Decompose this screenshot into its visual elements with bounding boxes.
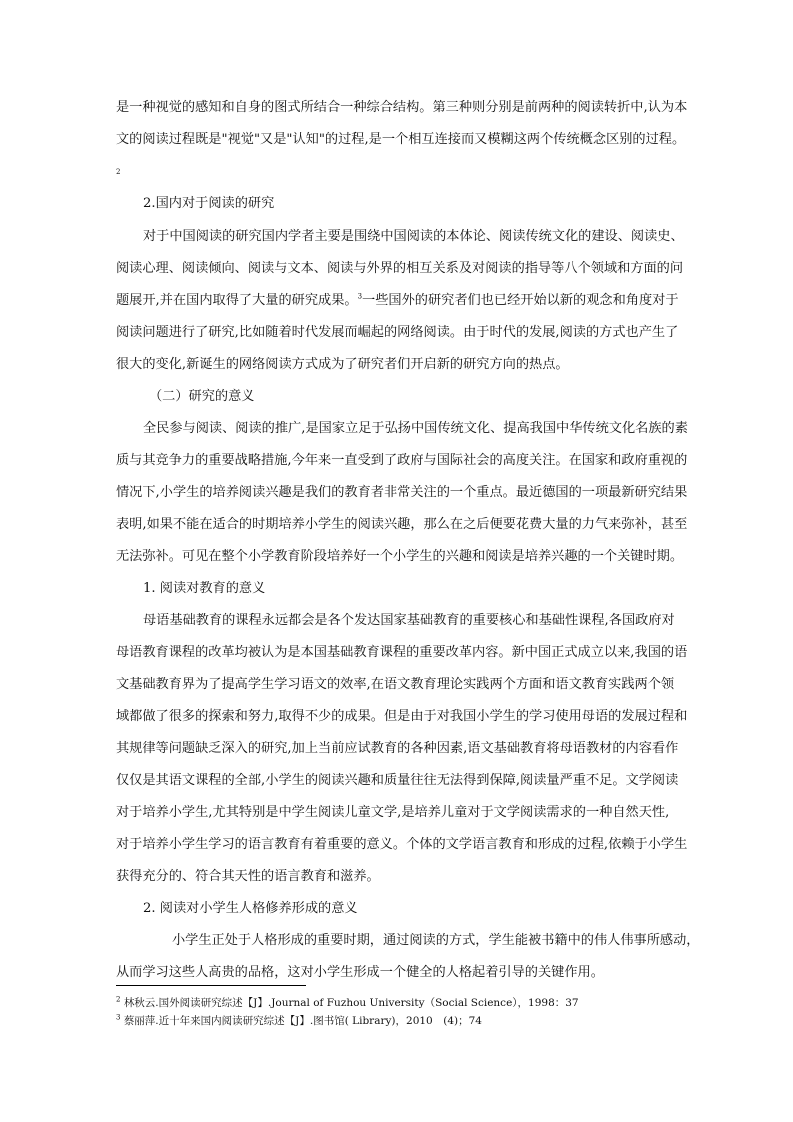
- text-line: 母语教育课程的改革均被认为是本国基础教育课程的重要改革内容。新中国正式成立以来,我国的语: [116, 645, 688, 660]
- text-segment: 一些国外的研究者们也已经开始以新的观念和角度对于: [362, 293, 679, 308]
- footnote-number: 3: [116, 1013, 121, 1022]
- text-line: 全民参与阅读、阅读的推广,是国家立足于弘扬中国传统文化、提高我国中华传统文化名族的素: [143, 421, 688, 436]
- section-heading-significance: （二）研究的意义: [149, 389, 255, 404]
- text-line: 阅读心理、阅读倾向、阅读与文本、阅读与外界的相互关系及对阅读的指导等八个领域和方面的问: [116, 261, 684, 276]
- text-line: 质与其竞争力的重要战略措施,今年来一直受到了政府与国际社会的高度关注。在国家和政府重视的: [116, 453, 688, 468]
- footnote-text: 林秋云.国外阅读研究综述【J】.Journal of Fuzhou University（Social Science），1998：37: [123, 997, 579, 1009]
- text-line: 表明,如果不能在适合的时期培养小学生的阅读兴趣，那么在之后便要花费大量的力气来弥补，甚至: [116, 517, 688, 532]
- text-line: 域都做了很多的探索和努力,取得不少的成果。但是由于对我国小学生的学习使用母语的发展过程和: [116, 709, 688, 724]
- text-line: 对于培养小学生学习的语言教育有着重要的意义。个体的文学语言教育和形成的过程,依赖于小学生: [116, 837, 688, 852]
- text-line: 文基础教育界为了提高学生学习语文的效率,在语文教育理论实践两个方面和语文教育实践两个领: [116, 677, 675, 692]
- text-line: 其规律等问题缺乏深入的研究,加上当前应试教育的各种因素,语文基础教育将母语教材的内容看作: [116, 741, 679, 756]
- text-line: 很大的变化,新诞生的网络阅读方式成为了研究者们开启新的研究方向的热点。: [116, 357, 569, 372]
- text-line: 母语基础教育的课程永远都会是各个发达国家基础教育的重要核心和基础性课程,各国政府对: [143, 613, 675, 628]
- text-line: 情况下,小学生的培养阅读兴趣是我们的教育者非常关注的一个重点。最近德国的一项最新研究结果: [116, 485, 688, 500]
- subheading-personality: 2. 阅读对小学生人格修养形成的意义: [143, 901, 358, 916]
- footnote-3: [116, 1014, 482, 1028]
- footnote-divider: [116, 985, 306, 986]
- footnote-marker: 2: [116, 168, 121, 176]
- text-line: 仅仅是其语文课程的全部,小学生的阅读兴趣和质量往往无法得到保障,阅读量严重不足。文学阅读: [116, 773, 679, 788]
- footnote-marker: 3: [357, 292, 363, 301]
- text-line: 小学生正处于人格形成的重要时期，通过阅读的方式，学生能被书籍中的伟人伟事所感动，: [172, 933, 700, 948]
- text-segment: 题展开,并在国内取得了大量的研究成果。: [116, 293, 358, 308]
- subheading-education: 1. 阅读对教育的意义: [143, 581, 266, 596]
- footnote-text: 蔡丽萍.近十年来国内阅读研究综述【J】.图书馆( Library)，2010 (4)；74: [123, 1015, 482, 1027]
- text-line: 无法弥补。可见在整个小学教育阶段培养好一个小学生的兴趣和阅读是培养兴趣的一个关键时期。: [116, 549, 684, 564]
- text-line: 阅读问题进行了研究,比如随着时代发展而崛起的网络阅读。由于时代的发展,阅读的方式也产生了: [116, 325, 679, 340]
- text-line: 文的阅读过程既是"视觉"又是"认知"的过程,是一个相互连接而又模糊这两个传统概念区别的过程。: [116, 132, 686, 147]
- text-line: 是一种视觉的感知和自身的图式所结合一种综合结构。第三种则分别是前两种的阅读转折中,认为本: [116, 100, 688, 115]
- footnote-2: [116, 996, 579, 1010]
- text-line: 对于培养小学生,尤其特别是中学生阅读儿童文学,是培养儿童对于文学阅读需求的一种自然天性,: [116, 805, 670, 820]
- footnote-number: 2: [116, 995, 121, 1004]
- subheading-domestic-research: 2.国内对于阅读的研究: [143, 196, 275, 211]
- text-line: 对于中国阅读的研究国内学者主要是围绕中国阅读的本体论、阅读传统文化的建设、阅读史、: [143, 229, 684, 244]
- text-line: 从而学习这些人高贵的品格，这对小学生形成一个健全的人格起着引导的关键作用。: [116, 965, 604, 980]
- text-line: 获得充分的、符合其天性的语言教育和滋养。: [116, 869, 380, 884]
- text-line: [116, 292, 679, 310]
